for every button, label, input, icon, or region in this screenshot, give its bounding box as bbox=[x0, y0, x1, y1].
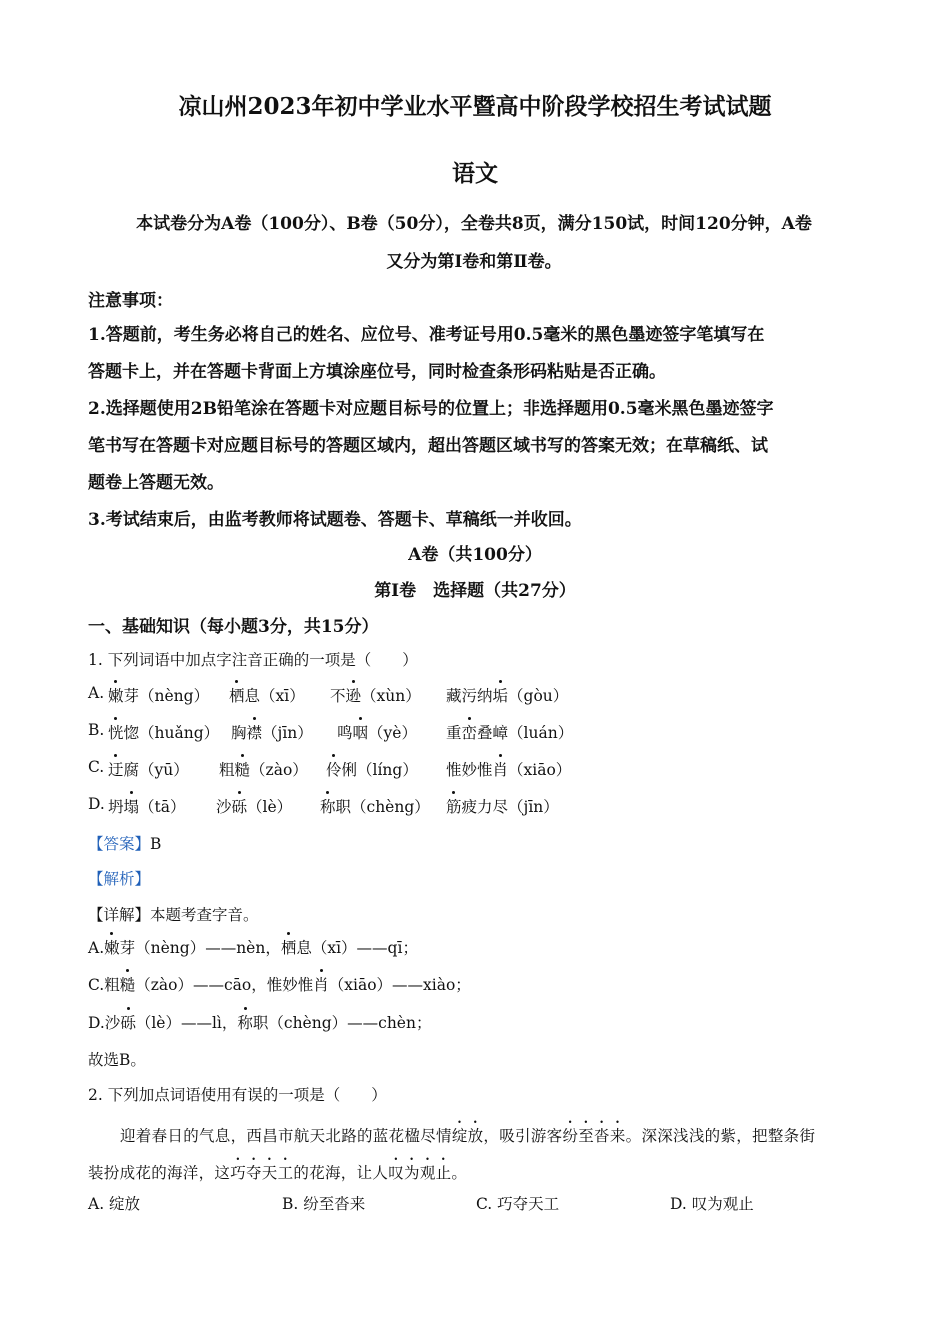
option-item: 筋疲力尽（jīn） bbox=[446, 795, 559, 817]
notes-line: 1.答题前，考生务必将自己的姓名、应位号、准考证号用0.5毫米的黑色墨迹签字笔填写在 bbox=[88, 325, 765, 345]
notes-line: 答题卡上，并在答题卡背面上方填涂座位号，同时检查条形码粘贴是否正确。 bbox=[88, 362, 666, 382]
volume-a-heading: A卷（共100分） bbox=[408, 545, 542, 565]
detail-line: A.嫩芽（nèng）——nèn，栖息（xī）——qī； bbox=[88, 936, 418, 958]
q1-answer bbox=[88, 832, 161, 854]
q2-option-c: C. 巧夺天工 bbox=[476, 1195, 560, 1213]
q1-stem: 1. 下列词语中加点字注音正确的一项是（ ） bbox=[88, 651, 418, 669]
option-item: 坍塌（tā） bbox=[108, 795, 186, 817]
option-item: 称职（chèng） bbox=[320, 795, 430, 817]
intro-line-1: 本试卷分为A卷（100分）、B卷（50分），全卷共8页，满分150试，时间120分钟，A卷 bbox=[136, 214, 812, 234]
part-one-heading: 第Ⅰ卷 选择题（共27分） bbox=[374, 581, 576, 601]
notes-line: 2.选择题使用2B铅笔涂在答题卡对应题目标号的位置上；非选择题用0.5毫米黑色墨迹签字 bbox=[88, 399, 774, 419]
option-item: 迂腐（yū） bbox=[108, 758, 189, 780]
analysis-tag: 【解析】 bbox=[88, 870, 151, 888]
option-item: 胸襟（jīn） bbox=[231, 721, 313, 743]
option-item: 重峦叠嶂（luán） bbox=[446, 721, 573, 743]
detail-line: D.沙砾（lè）——lì，称职（chèng）——chèn； bbox=[88, 1011, 431, 1033]
notes-line: 3.考试结束后，由监考教师将试题卷、答题卡、草稿纸一并收回。 bbox=[88, 510, 582, 530]
q2-option-b: B. 纷至沓来 bbox=[282, 1195, 366, 1213]
option-item: 沙砾（lè） bbox=[216, 795, 292, 817]
option-item: 藏污纳垢（gòu） bbox=[446, 684, 568, 706]
q2-passage-line: 迎着春日的气息，西昌市航天北路的蓝花楹尽情绽放，吸引游客纷至沓来。深深浅浅的紫，把整条街 bbox=[120, 1127, 816, 1145]
option-item: 鸣咽（yè） bbox=[337, 721, 417, 743]
answer-value: B bbox=[150, 835, 162, 853]
option-item: 惟妙惟肖（xiāo） bbox=[446, 758, 571, 780]
option-item: 栖息（xī） bbox=[229, 684, 305, 706]
option-label: B. bbox=[88, 721, 105, 739]
q2-option-d: D. 叹为观止 bbox=[670, 1195, 754, 1213]
detail-line: C.粗糙（zào）——cāo，惟妙惟肖（xiāo）——xiào； bbox=[88, 973, 471, 995]
detail-heading: 【详解】本题考查字音。 bbox=[88, 906, 259, 924]
q2-stem: 2. 下列加点词语使用有误的一项是（ ） bbox=[88, 1086, 387, 1104]
notes-heading: 注意事项： bbox=[88, 291, 173, 311]
answer-tag: 【答案】 bbox=[88, 835, 151, 853]
option-label: D. bbox=[88, 795, 105, 813]
dotted-word: 纷至沓来 bbox=[562, 1127, 626, 1145]
option-label: C. bbox=[88, 758, 105, 776]
q2-option-a: A. 绽放 bbox=[88, 1195, 141, 1213]
option-item: 恍惚（huǎng） bbox=[108, 721, 219, 743]
option-item: 粗糙（zào） bbox=[219, 758, 308, 780]
dotted-word: 绽放 bbox=[451, 1127, 484, 1145]
dotted-word: 叹为观止 bbox=[388, 1164, 452, 1182]
q2-passage-line: 装扮成花的海洋，这巧夺天工的花海，让人叹为观止。 bbox=[88, 1164, 468, 1182]
option-item: 不逊（xùn） bbox=[330, 684, 421, 706]
dotted-word: 巧夺天工 bbox=[230, 1164, 294, 1182]
option-label: A. bbox=[88, 684, 105, 702]
option-item: 嫩芽（nèng） bbox=[108, 684, 209, 706]
notes-line: 笔书写在答题卡对应题目标号的答题区域内，超出答题区域书写的答案无效；在草稿纸、试 bbox=[88, 436, 768, 456]
notes-line: 题卷上答题无效。 bbox=[88, 473, 224, 493]
intro-line-2: 又分为第Ⅰ卷和第Ⅱ卷。 bbox=[386, 252, 562, 272]
basic-knowledge-heading: 一、基础知识（每小题3分，共15分） bbox=[88, 617, 379, 637]
conclusion: 故选B。 bbox=[88, 1051, 146, 1069]
option-item: 伶俐（líng） bbox=[326, 758, 418, 780]
subject-title: 语文 bbox=[452, 160, 498, 187]
exam-title: 凉山州2023年初中学业水平暨高中阶段学校招生考试试题 bbox=[178, 93, 772, 120]
